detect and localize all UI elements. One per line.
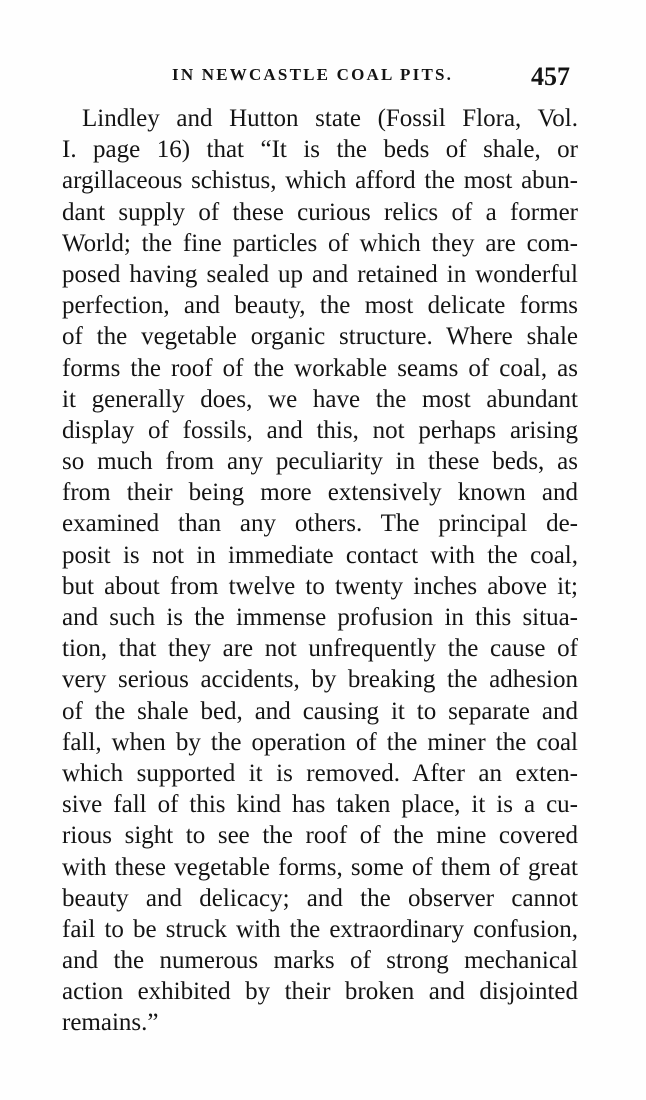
text-line: so much from any peculiarity in these beds, as (62, 448, 578, 476)
text-line: I. page 16) that “It is the beds of shale, or (62, 136, 578, 164)
text-line: and the numerous marks of strong mechanical (62, 947, 578, 975)
text-line: with these vegetable forms, some of them of great (62, 853, 578, 881)
text-line: examined than any others. The principal de- (62, 510, 578, 538)
text-line: perfection, and beauty, the most delicate forms (62, 292, 578, 320)
text-line: forms the roof of the workable seams of coal, as (62, 354, 578, 382)
text-line: argillaceous schistus, which afford the most abun- (62, 167, 578, 195)
text-line: dant supply of these curious relics of a former (62, 198, 578, 226)
running-head (62, 62, 572, 102)
page-number: 457 (531, 62, 570, 91)
text-line: from their being more extensively known and (62, 479, 578, 507)
text-line: sive fall of this kind has taken place, it is a cu- (62, 791, 578, 819)
text-line: remains.” (62, 1009, 159, 1037)
running-title: IN NEWCASTLE COAL PITS. (172, 65, 454, 84)
text-line: tion, that they are not unfrequently the cause of (62, 635, 578, 663)
text-line: rious sight to see the roof of the mine covered (62, 822, 578, 850)
text-line: and such is the immense profusion in this situa- (62, 604, 578, 631)
text-line: fail to be struck with the extraordinary confusion, (62, 915, 578, 943)
text-line: World; the fine particles of which they are com- (62, 229, 578, 257)
text-line: of the vegetable organic structure. Where shale (62, 323, 578, 351)
text-line: action exhibited by their broken and disjointed (62, 978, 578, 1006)
text-line: posit is not in immediate contact with the coal, (62, 541, 578, 569)
text-line: display of fossils, and this, not perhaps arising (62, 416, 578, 444)
text-line: Lindley and Hutton state (Fossil Flora, Vol. (82, 105, 578, 132)
text-line: but about from twelve to twenty inches above it; (62, 572, 578, 600)
text-line: very serious accidents, by breaking the adhesion (62, 666, 578, 694)
text-line: posed having sealed up and retained in wonderful (62, 260, 578, 288)
text-line: which supported it is removed. After an exten- (62, 759, 578, 787)
text-line: beauty and delicacy; and the observer cannot (62, 884, 578, 912)
text-line: fall, when by the operation of the miner the coal (62, 728, 578, 756)
body-paragraph (62, 103, 578, 1039)
text-line: of the shale bed, and causing it to separate and (62, 697, 578, 725)
text-line: it generally does, we have the most abundant (62, 385, 578, 413)
